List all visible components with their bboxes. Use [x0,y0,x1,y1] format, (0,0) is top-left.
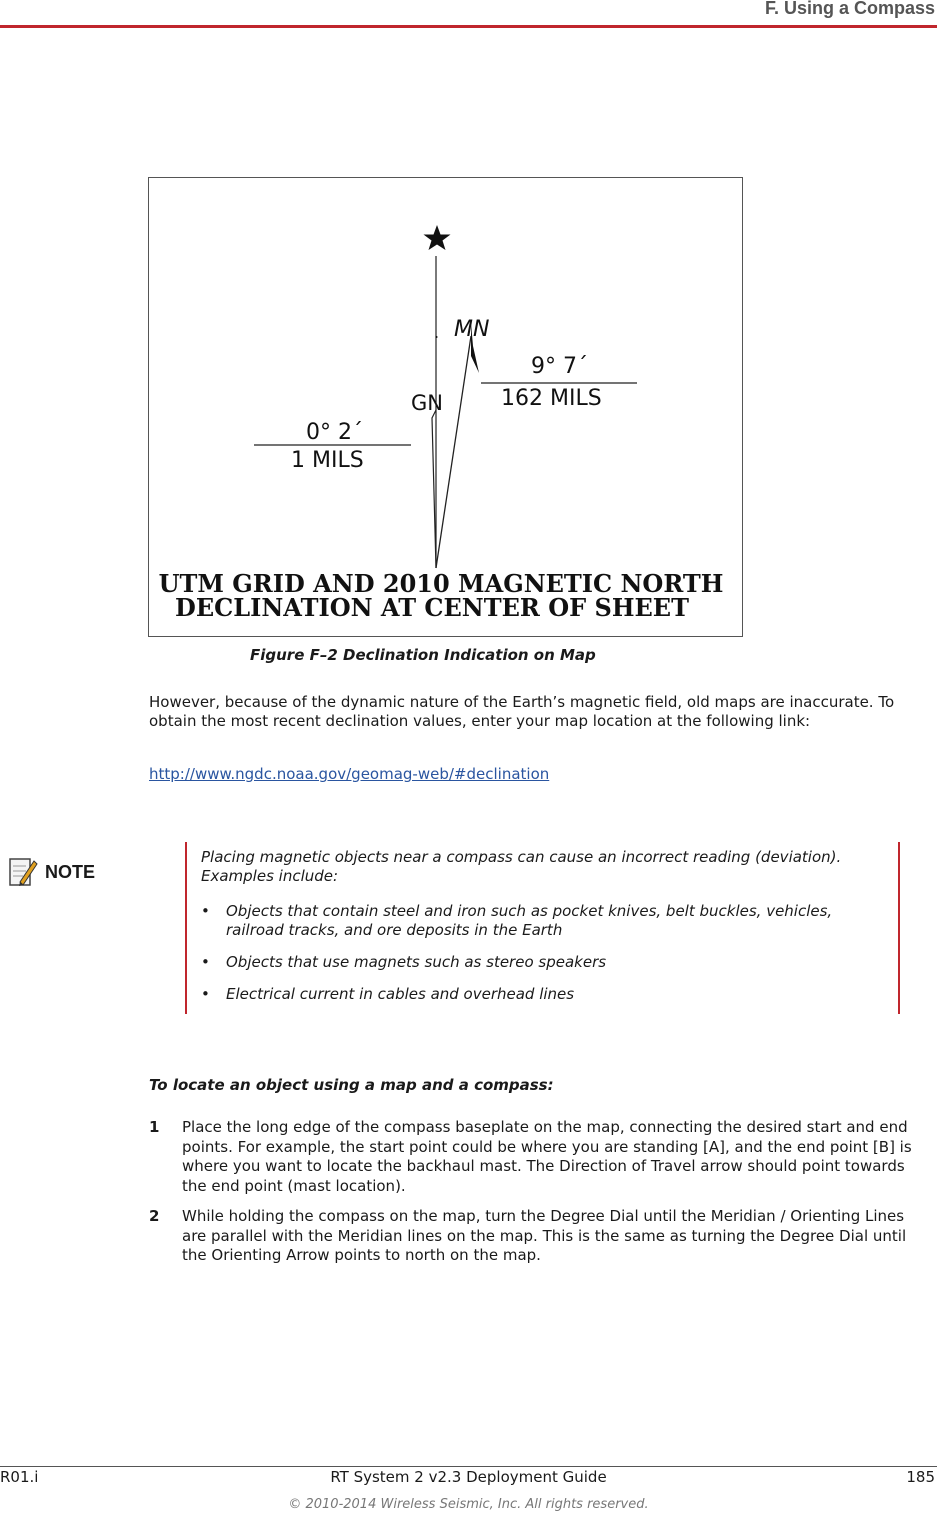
gn-declination-degrees: 0° 2´ [306,420,363,445]
section-title: F. Using a Compass [764,0,935,18]
footer-guide-title: RT System 2 v2.3 Deployment Guide [330,1468,607,1486]
note-left-bar [185,842,187,1014]
gn-declination-mils: 1 MILS [291,448,364,473]
magnetic-north-line [436,336,471,568]
note-label: NOTE [45,862,96,882]
step-text: While holding the compass on the map, turn the Degree Dial until the Meridian / Orienting Lines are parallel with the Meridian lines on the map. This is the same as turning the Degree Dial until the Orienting Arrow points to north on the map. [182,1207,907,1264]
figure-title-line1: UTM GRID AND 2010 MAGNETIC NORTH [158,569,724,598]
mn-declination-mils: 162 MILS [501,386,602,411]
mn-dot: . [434,323,440,342]
bullet: • [201,985,210,1003]
body-paragraph: However, because of the dynamic nature of the Earth’s magnetic field, old maps are inaccurate. To obtain the most recent declination values, enter your map location at the following link: [149,693,895,730]
figure-title-line2: DECLINATION AT CENTER OF SHEET [175,593,689,622]
footer-copyright: © 2010-2014 Wireless Seismic, Inc. All rights reserved. [288,1497,649,1512]
mn-declination-degrees: 9° 7´ [531,354,588,379]
note-item-text: Objects that contain steel and iron such as pocket knives, belt buckles, vehicles, railroad tracks, and ore deposits in the Earth [226,902,833,939]
bullet: • [201,902,210,920]
step-number: 1 [149,1118,160,1136]
declination-figure [148,177,743,637]
figure-caption: Figure F–2 Declination Indication on Map [250,646,596,664]
true-north-star-icon [424,225,451,250]
footer-rule [0,1466,937,1467]
step-text: Place the long edge of the compass baseplate on the map, connecting the desired start and end points. For example, the start point could be where you are standing [A], and the end point [B] is where you want to locate the backhaul mast. The Direction of Travel arrow should point towards the end point (mast location). [182,1118,912,1195]
declination-diagram [149,178,744,638]
note-item-text: Electrical current in cables and overhead lines [226,985,575,1003]
mn-label: MN [454,317,490,342]
note-pencil-icon [8,855,38,889]
footer-page-number: 185 [906,1468,935,1486]
gn-label: GN [411,391,443,415]
note-item-text: Objects that use magnets such as stereo speakers [226,953,607,971]
header-rule [0,25,937,28]
step-number: 2 [149,1207,160,1225]
declination-link[interactable]: http://www.ngdc.noaa.gov/geomag-web/#declination [149,765,550,783]
note-intro: Placing magnetic objects near a compass can cause an incorrect reading (deviation). Examples include: [201,848,842,885]
footer-revision: R01.i [0,1468,39,1486]
procedure-heading: To locate an object using a map and a compass: [149,1076,554,1094]
note-right-bar [898,842,900,1014]
bullet: • [201,953,210,971]
